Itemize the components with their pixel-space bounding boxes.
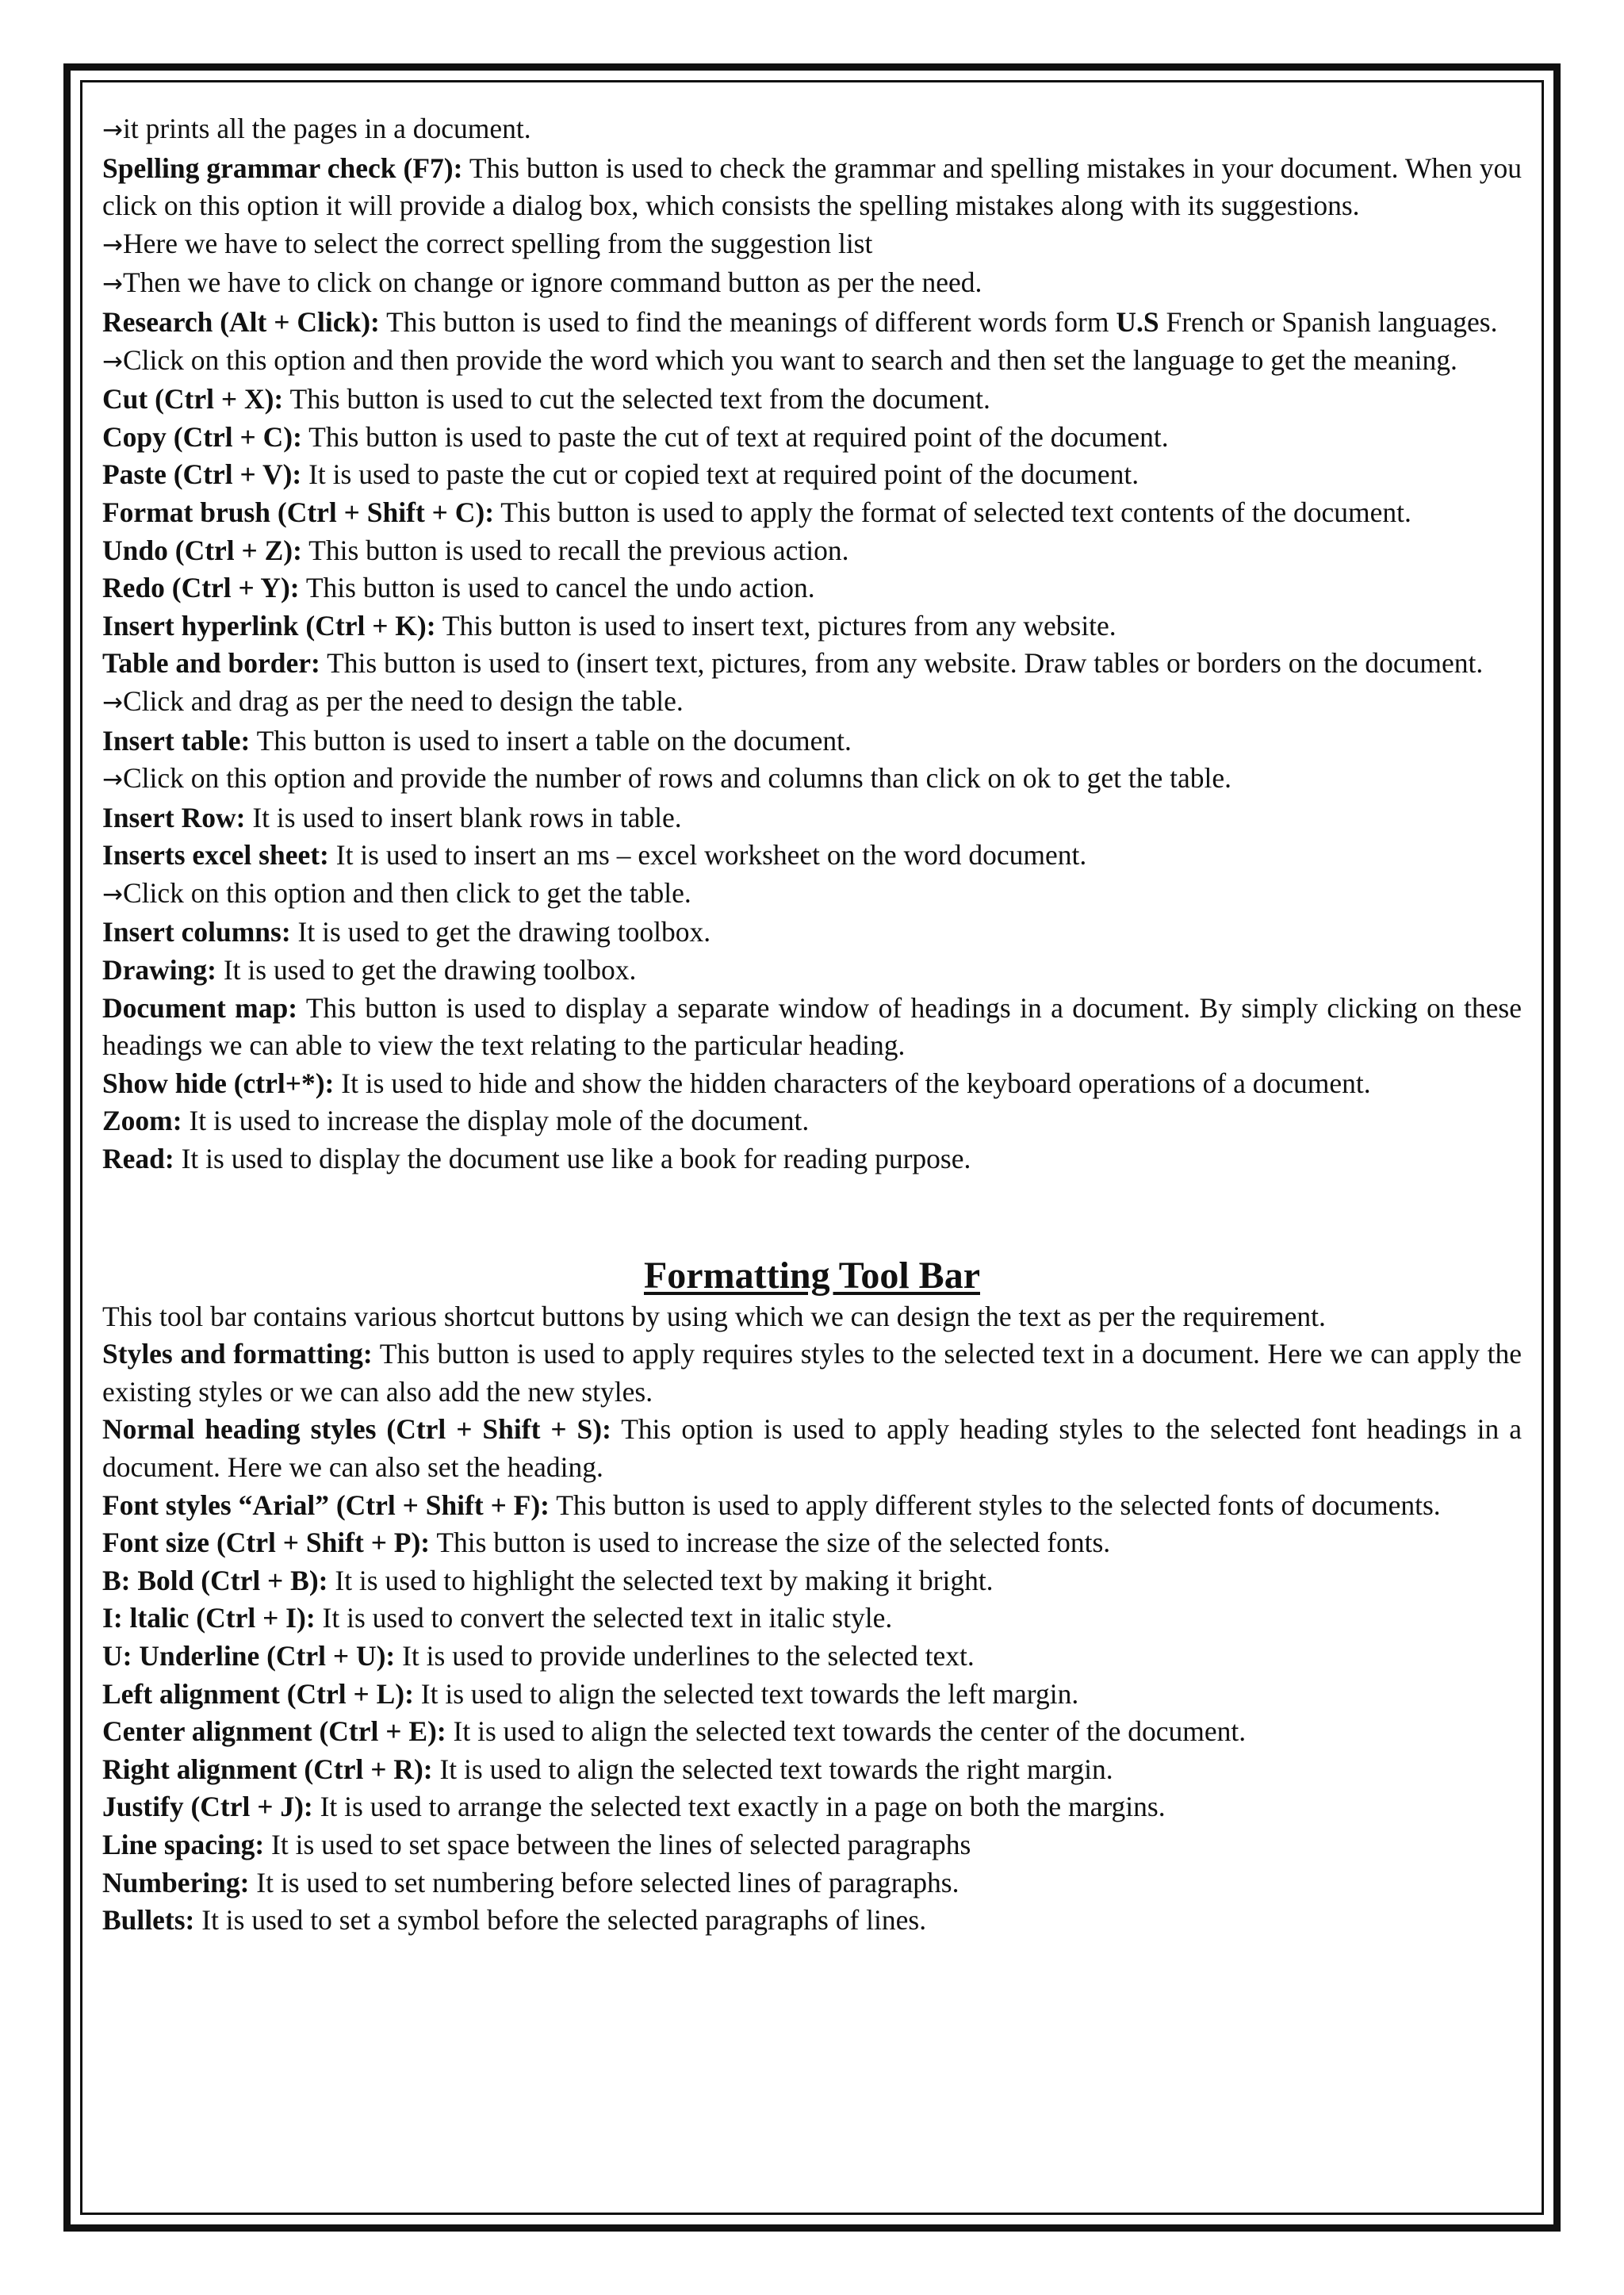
term-label: B: Bold (Ctrl + B): — [102, 1564, 328, 1596]
term-description: It is used to display the document use like a book for reading purpose. — [174, 1143, 971, 1175]
term-label: Drawing: — [102, 954, 216, 987]
term-description: This button is used to recall the previous action. — [301, 534, 849, 566]
definition-item — [102, 645, 1522, 683]
term-description: French or Spanish languages. — [1159, 305, 1498, 338]
definition-item — [102, 1864, 1522, 1902]
term-description: It is used to arrange the selected text exactly in a page on both the margins. — [312, 1791, 1166, 1823]
definition-item — [102, 990, 1522, 1065]
term-description: This button is used to (insert text, pictures, from any website. Draw tables or borders on the document. — [320, 647, 1484, 680]
definition-item — [102, 1335, 1522, 1411]
term-label: Insert Row: — [102, 801, 246, 833]
term-description: This button is used to paste the cut of text at required point of the document. — [301, 420, 1169, 453]
arrow-icon: → — [102, 347, 123, 376]
definition-item — [102, 419, 1522, 457]
definition-item — [102, 1788, 1522, 1826]
definition-item — [102, 1487, 1522, 1525]
term-description: This button is used to apply the format of selected text contents of the document. — [494, 496, 1411, 528]
term-description: This button is used to find the meanings of different words form — [379, 305, 1116, 338]
note-text: Here we have to select the correct spelling from the suggestion list — [122, 227, 873, 259]
term-label: Inserts excel sheet: — [102, 839, 329, 872]
definition-item — [102, 532, 1522, 570]
note-text: Click on this option and then provide the word which you want to search and then set the language to get the meaning. — [122, 343, 1457, 376]
term-description: It is used to set space between the lines of selected paragraphs — [264, 1828, 971, 1860]
note-text: Click on this option and then click to get the table. — [122, 876, 691, 909]
term-label: Left alignment (Ctrl + L): — [102, 1677, 414, 1710]
note-text: it prints all the pages in a document. — [122, 113, 531, 144]
term-label: Zoom: — [102, 1105, 182, 1137]
paragraph-text: This tool bar contains various shortcut buttons by using which we can design the text as per the requirement. — [102, 1300, 1326, 1332]
term-label: Numbering: — [102, 1866, 250, 1898]
term-description: This button is used to insert a table on the document. — [250, 724, 852, 757]
definition-item — [102, 799, 1522, 837]
term-label: Read: — [102, 1143, 174, 1175]
term-description: It is used to insert an ms – excel worksheet on the word document. — [328, 839, 1087, 872]
term-description: It is used to paste the cut or copied text at required point of the document. — [301, 458, 1139, 491]
term-label: Format brush (Ctrl + Shift + C): — [102, 496, 495, 528]
term-description: It is used to hide and show the hidden characters of the keyboard operations of a document. — [334, 1067, 1371, 1099]
definition-item — [102, 952, 1522, 990]
arrow-icon: → — [102, 116, 123, 144]
term-description: This button is used to apply requires styles to the selected text in a document. Here we can apply the existing styles or we can also add the new styles. — [102, 1338, 1522, 1408]
definition-item — [102, 456, 1522, 494]
definition-item — [102, 1676, 1522, 1714]
note-text: Click on this option and provide the number of rows and columns than click on ok to get the table. — [122, 762, 1232, 795]
definition-item — [102, 1902, 1522, 1940]
term-label: U: Underline (Ctrl + U): — [102, 1639, 396, 1672]
arrow-icon: → — [102, 270, 123, 299]
term-label: Undo (Ctrl + Z): — [102, 534, 302, 566]
term-description: It is used to align the selected text towards the center of the document. — [446, 1715, 1247, 1748]
term-description: It is used to increase the display mole of the document. — [182, 1105, 810, 1137]
term-description: It is used to convert the selected text in italic style. — [315, 1602, 893, 1634]
term-description: It is used to set a symbol before the selected paragraphs of lines. — [194, 1904, 927, 1937]
definition-item — [102, 1411, 1522, 1486]
document-body — [102, 110, 1522, 1940]
paragraph — [102, 1298, 1522, 1336]
term-label: Copy (Ctrl + C): — [102, 420, 302, 453]
term-description: It is used to get the drawing toolbox. — [216, 954, 637, 987]
definition-item — [102, 304, 1522, 342]
term-description: It is used to highlight the selected text by making it bright. — [327, 1564, 994, 1596]
term-description: This button is used to increase the size of the selected fonts. — [430, 1527, 1111, 1559]
definition-item — [102, 607, 1522, 646]
arrow-icon: → — [102, 688, 123, 717]
term-description: This button is used to check the grammar and spelling mistakes in your document. When you click on this option it will provide a dialog box, which consists the spelling mistakes along with its suggestions. — [102, 151, 1522, 222]
arrow-note — [102, 342, 1522, 381]
note-text: Then we have to click on change or ignore command button as per the need. — [122, 266, 982, 299]
definition-item — [102, 1102, 1522, 1140]
definition-item — [102, 569, 1522, 607]
definition-item — [102, 1140, 1522, 1178]
term-label: Document map: — [102, 991, 298, 1024]
arrow-note — [102, 225, 1522, 265]
term-label: Right alignment (Ctrl + R): — [102, 1753, 433, 1785]
page-border-outer — [63, 63, 1561, 2232]
arrow-note — [102, 264, 1522, 304]
term-description: It is used to align the selected text towards the right margin. — [432, 1753, 1113, 1785]
definition-item — [102, 722, 1522, 761]
term-label: Font styles “Arial” (Ctrl + Shift + F): — [102, 1488, 550, 1521]
term-label: Line spacing: — [102, 1828, 265, 1860]
definition-item — [102, 1562, 1522, 1600]
arrow-note — [102, 875, 1522, 914]
term-label: Insert columns: — [102, 916, 291, 948]
definition-item — [102, 494, 1522, 532]
term-description: This button is used to display a separate window of headings in a document. By simply clicking on these headings we can able to view the text relating to the particular heading. — [102, 991, 1522, 1062]
definition-item — [102, 1826, 1522, 1864]
arrow-note — [102, 760, 1522, 799]
section-spacer — [102, 1178, 1522, 1254]
term-description: This option is used to apply heading styles to the selected font headings in a document. Here we can also set the heading. — [102, 1413, 1522, 1483]
term-label: Insert table: — [102, 724, 251, 757]
arrow-note — [102, 110, 1522, 150]
term-label: I: ltalic (Ctrl + I): — [102, 1602, 316, 1634]
term-description: It is used to provide underlines to the selected text. — [395, 1639, 975, 1672]
term-label: Show hide (ctrl+*): — [102, 1067, 335, 1099]
term-description: It is used to get the drawing toolbox. — [290, 916, 711, 948]
definition-item — [102, 381, 1522, 419]
term-description: It is used to insert blank rows in table. — [245, 801, 682, 833]
definition-item — [102, 150, 1522, 225]
term-label: Justify (Ctrl + J): — [102, 1791, 313, 1823]
section-heading: Formatting Tool Bar — [643, 1254, 980, 1297]
term-label: Styles and formatting: — [102, 1338, 373, 1370]
term-label: Paste (Ctrl + V): — [102, 458, 302, 491]
arrow-icon: → — [102, 765, 123, 795]
arrow-icon: → — [102, 230, 123, 259]
term-description: This button is used to apply different styles to the selected fonts of documents. — [550, 1488, 1441, 1521]
term-label: Bullets: — [102, 1904, 195, 1937]
term-description: This button is used to insert text, pictures from any website. — [435, 609, 1116, 642]
term-label: Spelling grammar check (F7): — [102, 151, 463, 184]
note-text: Click and drag as per the need to design the table. — [122, 684, 684, 717]
term-label: Insert hyperlink (Ctrl + K): — [102, 609, 436, 642]
definition-item — [102, 1751, 1522, 1789]
definition-item — [102, 1713, 1522, 1751]
term-label: Table and border: — [102, 647, 320, 680]
arrow-icon: → — [102, 879, 123, 909]
term-description: It is used to align the selected text towards the left margin. — [413, 1677, 1079, 1710]
definition-item — [102, 1524, 1522, 1562]
definition-item — [102, 1600, 1522, 1638]
definition-item — [102, 1638, 1522, 1676]
arrow-note — [102, 683, 1522, 722]
term-label: Font size (Ctrl + Shift + P): — [102, 1527, 431, 1559]
definition-item — [102, 1065, 1522, 1103]
term-emphasis: U.S — [1116, 305, 1159, 338]
definition-item — [102, 837, 1522, 875]
term-label: Normal heading styles (Ctrl + Shift + S): — [102, 1413, 611, 1446]
definition-item — [102, 914, 1522, 952]
term-label: Center alignment (Ctrl + E): — [102, 1715, 446, 1748]
term-description: It is used to set numbering before selected lines of paragraphs. — [249, 1866, 959, 1898]
term-label: Research (Alt + Click): — [102, 305, 380, 338]
term-description: This button is used to cancel the undo action. — [299, 572, 815, 604]
term-label: Redo (Ctrl + Y): — [102, 572, 300, 604]
term-description: This button is used to cut the selected text from the document. — [283, 383, 990, 416]
term-label: Cut (Ctrl + X): — [102, 383, 284, 416]
